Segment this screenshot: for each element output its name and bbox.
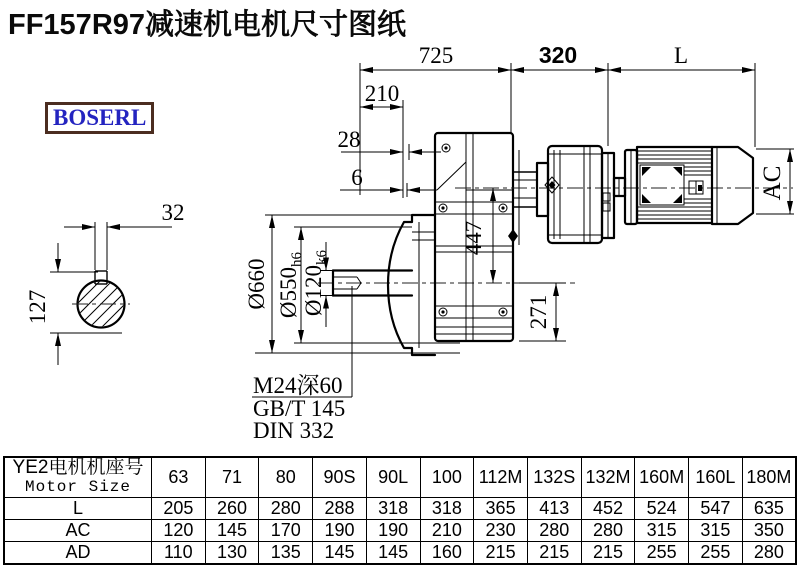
motor-size-table	[3, 456, 797, 565]
table-cell: 318	[366, 497, 420, 519]
page-title: FF157R97减速机电机尺寸图纸	[8, 9, 407, 41]
table-cell: 452	[581, 497, 635, 519]
table-cell: 413	[527, 497, 581, 519]
table-cell: 318	[420, 497, 474, 519]
table-column-header: 160M	[635, 457, 689, 497]
table-row-label: AC	[4, 519, 152, 541]
table-column-header: 180M	[742, 457, 796, 497]
dim-6-label: 6	[351, 165, 363, 190]
table-column-header: 80	[259, 457, 313, 497]
dim-motor-od-label: AC	[759, 165, 786, 201]
dim-spigot-label: $Ø550_{h6}$	[276, 251, 305, 319]
dim-28-label: 28	[337, 127, 361, 152]
table-row-label: AD	[4, 541, 152, 564]
table-column-header: 100	[420, 457, 474, 497]
table-row	[4, 519, 796, 541]
table-cell: 315	[689, 519, 743, 541]
table-cell: 145	[313, 541, 367, 564]
table-cell: 215	[527, 541, 581, 564]
dim-flange-od-label: Ø660	[244, 258, 269, 310]
table-column-header: 71	[205, 457, 259, 497]
table-cell: 120	[152, 519, 206, 541]
table-cell: 280	[259, 497, 313, 519]
table-cell: 135	[259, 541, 313, 564]
table-row	[4, 497, 796, 519]
table-cell: 280	[527, 519, 581, 541]
note-din-standard: DIN 332	[253, 418, 335, 443]
dim-axis-distance-label: 447	[461, 220, 486, 256]
table-cell: 230	[474, 519, 528, 541]
note-tap-hole: M24深60	[253, 373, 343, 398]
boserl-logo-text: BOSERL	[53, 105, 147, 130]
table-cell: 110	[152, 541, 206, 564]
table-cell: 255	[635, 541, 689, 564]
dim-key-width-label: 32	[161, 200, 185, 225]
table-header-row	[4, 457, 796, 497]
dim-shaft-bore-label: $Ø120_{k6}$	[301, 249, 330, 317]
plug-marker	[508, 229, 518, 243]
table-cell: 170	[259, 519, 313, 541]
table-header-cn: YE2电机机座号	[12, 457, 144, 478]
dim-center-bottom-label: 271	[526, 294, 551, 330]
table-cell: 190	[313, 519, 367, 541]
table-cell: 547	[689, 497, 743, 519]
table-cell: 350	[742, 519, 796, 541]
table-column-header: 90S	[313, 457, 367, 497]
table-column-header: 112M	[474, 457, 528, 497]
table-cell: 635	[742, 497, 796, 519]
table-cell: 288	[313, 497, 367, 519]
table-body	[4, 497, 796, 564]
table-row	[4, 541, 796, 564]
table-cell: 210	[420, 519, 474, 541]
table-cell: 280	[581, 519, 635, 541]
table-cell: 280	[742, 541, 796, 564]
table-cell: 215	[474, 541, 528, 564]
dim-gearbox-length-label: 725	[418, 43, 454, 68]
table-column-header: 132S	[527, 457, 581, 497]
table-column-header: 63	[152, 457, 206, 497]
table-header-en: Motor Size	[24, 477, 131, 496]
table-cell: 365	[474, 497, 528, 519]
table-cell: 315	[635, 519, 689, 541]
table-cell: 160	[420, 541, 474, 564]
table-row-label: L	[4, 497, 152, 519]
table-cell: 215	[581, 541, 635, 564]
dim-adapter-length-label: 320	[538, 42, 578, 68]
note-gb-standard: GB/T 145	[253, 396, 346, 421]
table-cell: 145	[205, 519, 259, 541]
dim-motor-length-label: L	[673, 43, 689, 68]
table-cell: 524	[635, 497, 689, 519]
dim-key-height-label: 127	[25, 289, 50, 325]
motor-view	[455, 146, 793, 243]
table-cell: 190	[366, 519, 420, 541]
shaft-section-view	[25, 200, 185, 365]
table-cell: 205	[152, 497, 206, 519]
table-column-header: 90L	[366, 457, 420, 497]
table-cell: 260	[205, 497, 259, 519]
table-column-header: 160L	[689, 457, 743, 497]
table-cell: 255	[689, 541, 743, 564]
table-header-motor-size	[4, 457, 152, 497]
table-cell: 145	[366, 541, 420, 564]
keyway	[95, 271, 107, 284]
table-column-header: 132M	[581, 457, 635, 497]
dim-210-label: 210	[364, 81, 400, 106]
table-cell: 130	[205, 541, 259, 564]
